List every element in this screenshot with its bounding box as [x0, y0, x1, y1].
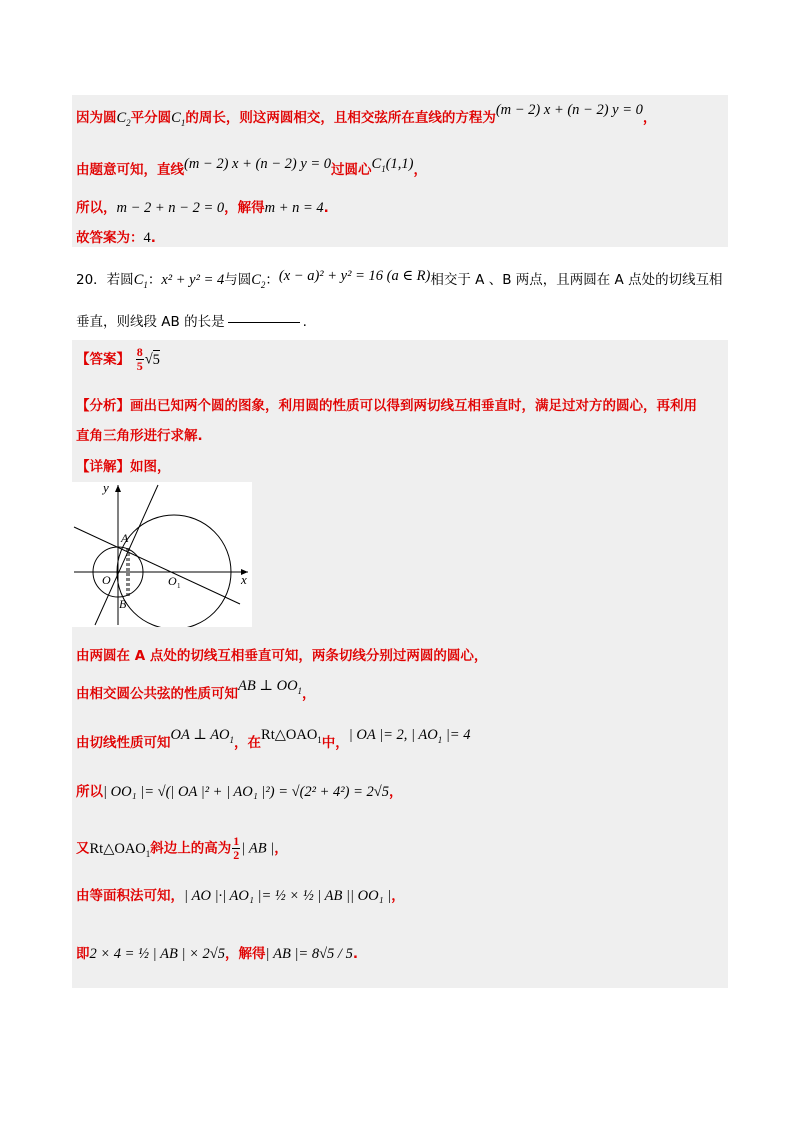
answer-line: 【答案】 $\frac{8}{5}$ √5 — [76, 345, 160, 373]
circles-figure — [72, 482, 252, 627]
step-6: 由等面积法可知，| AO |·| AO₁ |= ½ × ½ | AB || OO₁ |， — [76, 888, 405, 904]
analysis-line-1: 【分析】画出已知两个圆的图象，利用圆的性质可以得到两切线互相垂直时，满足过对方的圆心，再利用 — [76, 398, 697, 414]
step-3: 由切线性质可知OA ⊥ $AO_1$，在$Rt\triangle OAO_1$中，| OA |= 2, | $AO_1$ |= 4 — [76, 727, 471, 751]
analysis-line-2: 直角三角形进行求解. — [76, 428, 203, 444]
answer-blank — [228, 322, 300, 323]
prev-answer-line: 故答案为：4. — [76, 230, 156, 246]
label-o1: O — [168, 574, 177, 588]
tangent-line-2 — [74, 527, 240, 604]
details-line: 【详解】如图， — [76, 459, 171, 475]
question-20-line-2: 垂直，则线段 AB 的长是 . — [76, 314, 307, 330]
step-7: 即2 × 4 = ½ | AB | × 2√5，解得| AB |= 8√5 / 5. — [76, 946, 358, 962]
prev-solution-line-2: 由题意可知，直线(m − 2) x + (n − 2) y = 0过圆心$C_1(1,1)$， — [76, 156, 428, 178]
circle-c2 — [117, 515, 231, 627]
y-axis-arrow — [115, 485, 121, 492]
prev-solution-line-1: 因为圆$C_2$平分圆$C_1$的周长，则这两圆相交，且相交弦所在直线的方程为(m − 2) x + (n − 2) y = 0， — [76, 102, 657, 128]
label-o: O — [102, 573, 111, 587]
label-b: B — [119, 597, 127, 611]
question-20-line-1: 20．若圆$C_1$：x² + y² = 4与圆$C_2$：(x − a)² + y² = 16 (a ∈ R)相交于 A 、B 两点，且两圆在 A 点处的切线互相 — [76, 268, 723, 290]
answer-fraction: $\frac{8}{5}$ — [136, 345, 143, 373]
step-2: 由相交圆公共弦的性质可知AB ⊥ $OO_1$， — [76, 678, 316, 702]
prev-solution-line-3: 所以，m − 2 + n − 2 = 0，解得m + n = 4. — [76, 200, 329, 216]
label-y: y — [103, 482, 109, 495]
chord-equation: (m − 2) x + (n − 2) y = 0 — [495, 102, 643, 118]
circles-diagram — [72, 482, 252, 627]
step-5: 又$Rt\triangle OAO_1$斜边上的高为 $\frac{1}{2}$ | AB |， — [76, 834, 288, 862]
label-a: A — [121, 531, 129, 545]
label-o1-sub: 1 — [177, 582, 181, 590]
step-1: 由两圆在 A 点处的切线互相垂直可知，两条切线分别过两圆的圆心， — [76, 648, 488, 664]
step-4: 所以| OO₁ |= √(| OA |² + | AO₁ |²) = √(2² + 4²) = 2√5， — [76, 784, 403, 800]
label-x: x — [241, 572, 247, 587]
